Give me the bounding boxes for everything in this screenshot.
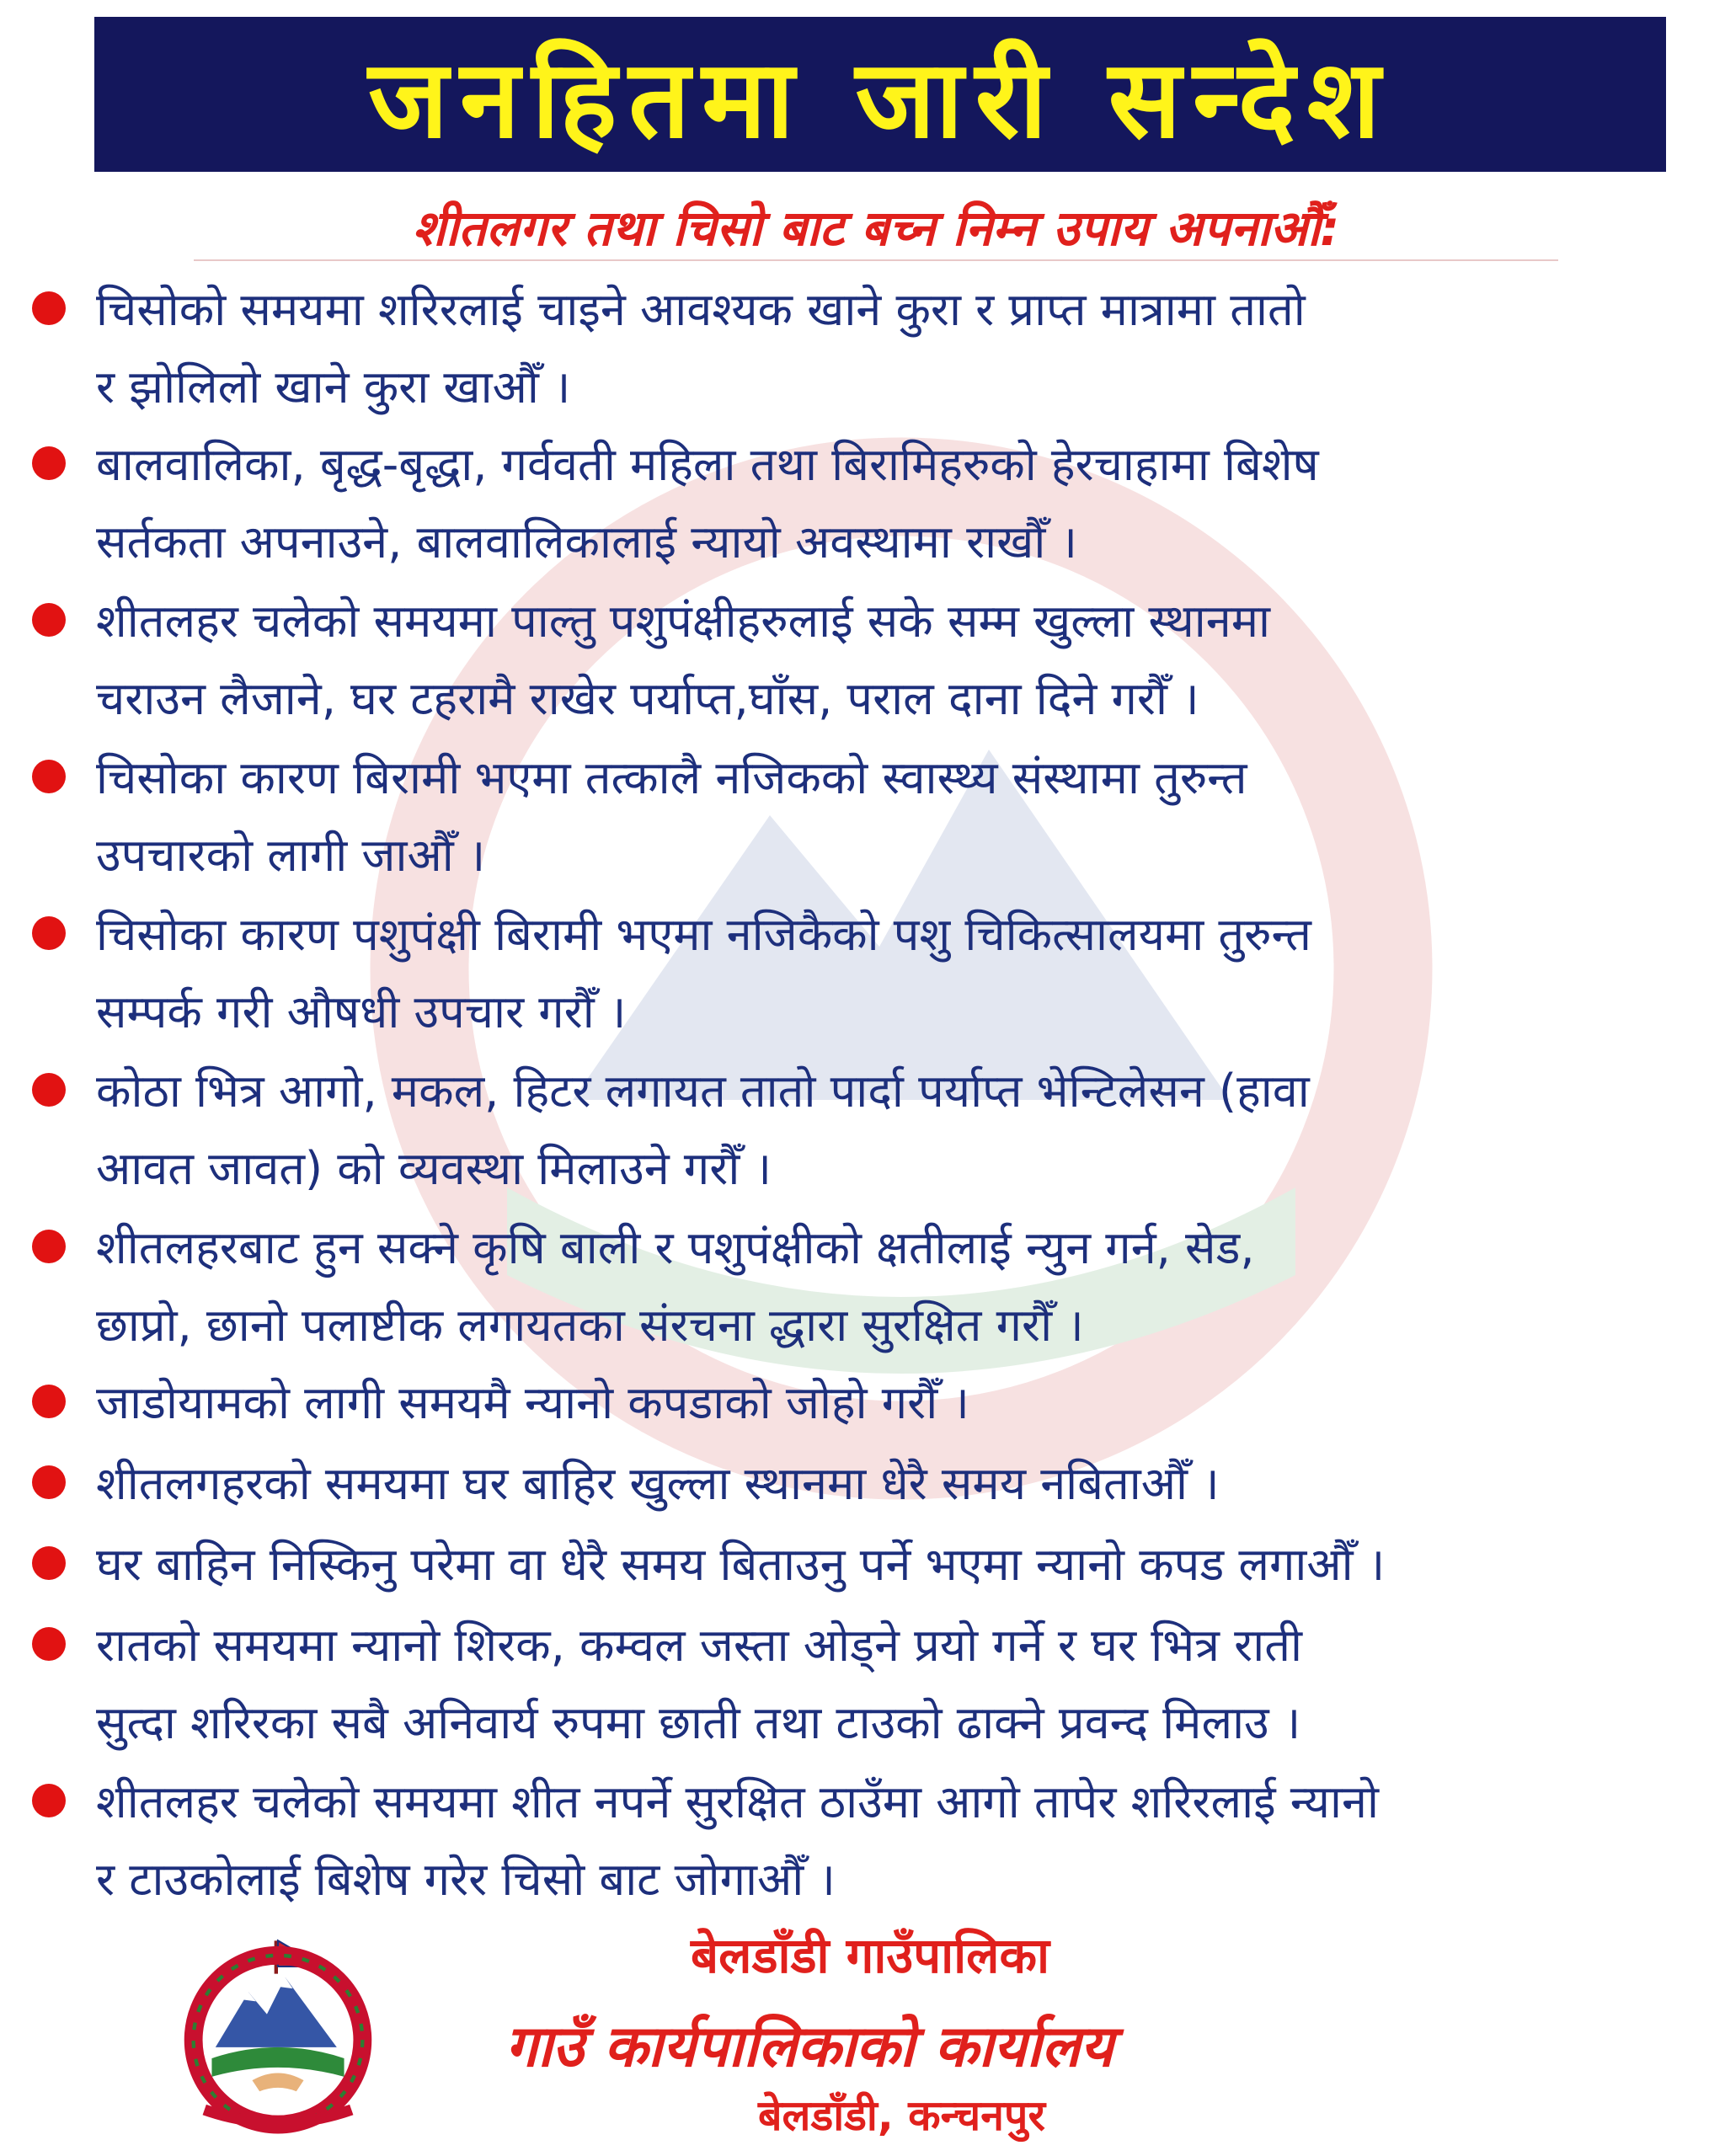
office-address: बेलडाँडी, कन्चनपुर bbox=[758, 2091, 1045, 2140]
page-title: जनहितमा जारी सन्देश bbox=[368, 36, 1392, 163]
list-item-line: उपचारको लागी जाऔँ । bbox=[96, 829, 486, 882]
bullet-dot-icon bbox=[32, 1465, 66, 1499]
bullet-dot-icon bbox=[32, 1385, 66, 1418]
bullet-dot-icon bbox=[32, 1546, 66, 1580]
list-item-line: सम्पर्क गरी औषधी उपचार गरौँ । bbox=[96, 985, 627, 1038]
list-item-line: चराउन लैजाने, घर टहरामै राखेर पर्याप्त,घाँस, पराल दाना दिने गरौँ । bbox=[96, 672, 1199, 725]
page-subtitle: शीतलगर तथा चिसो बाट बच्न निम्न उपाय अपनाऔँ: bbox=[412, 199, 1340, 257]
list-item-line: चिसोका कारण पशुपंक्षी बिरामी भएमा नजिकैको पशु चिकित्सालयमा तुरुन्त bbox=[96, 908, 1311, 961]
bullet-dot-icon bbox=[32, 1230, 66, 1263]
bullet-dot-icon bbox=[32, 1784, 66, 1817]
list-item-line: र झोलिलो खाने कुरा खाऔँ । bbox=[96, 360, 571, 414]
list-item-line: र टाउकोलाई बिशेष गरेर चिसो बाट जोगाऔँ । bbox=[96, 1853, 836, 1906]
bullet-dot-icon bbox=[32, 760, 66, 793]
municipality-name: बेलडाँडी गाउँपालिका bbox=[691, 1927, 1050, 1984]
list-item-line: चिसोको समयमा शरिरलाई चाइने आवश्यक खाने कुरा र प्राप्त मात्रामा तातो bbox=[96, 283, 1306, 336]
list-item-line: जाडोयामको लागी समयमै न्यानो कपडाको जोहो गरौँ । bbox=[96, 1376, 969, 1429]
list-item-line: छाप्रो, छानो पलाष्टीक लगायतका संरचना द्धारा सुरक्षित गरौँ । bbox=[96, 1299, 1084, 1352]
list-item-line: शीतलहरबाट हुन सक्ने कृषि बाली र पशुपंक्षीको क्षतीलाई न्युन गर्न, सेड, bbox=[96, 1221, 1255, 1274]
list-item-line: कोठा भित्र आगो, मकल, हिटर लगायत तातो पार्दा पर्याप्त भेन्टिलेसन (हावा bbox=[96, 1065, 1310, 1118]
list-item-line: शीतलगहरको समयमा घर बाहिर खुल्ला स्थानमा धेरै समय नबिताऔँ । bbox=[96, 1457, 1220, 1510]
bullet-dot-icon bbox=[32, 291, 66, 325]
list-item-line: चिसोका कारण बिरामी भएमा तत्कालै नजिकको स्वास्थ्य संस्थामा तुरुन्त bbox=[96, 751, 1247, 804]
list-item-line: घर बाहिन निस्किनु परेमा वा धेरै समय बिताउनु पर्ने भएमा न्यानो कपड लगाऔँ । bbox=[96, 1538, 1386, 1591]
office-name: गाउँ कार्यपालिकाको कार्यालय bbox=[505, 2014, 1114, 2080]
bullet-dot-icon bbox=[32, 1627, 66, 1661]
bullet-dot-icon bbox=[32, 446, 66, 480]
bullet-dot-icon bbox=[32, 916, 66, 950]
list-item-line: सुत्दा शरिरका सबै अनिवार्य रुपमा छाती तथा टाउको ढाक्ने प्रवन्द मिलाउ । bbox=[96, 1696, 1301, 1749]
subtitle-bar bbox=[194, 192, 1558, 261]
title-banner bbox=[94, 17, 1666, 172]
list-item-line: रातको समयमा न्यानो शिरक, कम्वल जस्ता ओड्ने प्रयो गर्ने र घर भित्र राती bbox=[96, 1619, 1302, 1672]
list-item-line: आवत जावत) को व्यवस्था मिलाउने गरौँ । bbox=[96, 1142, 772, 1195]
bullet-dot-icon bbox=[32, 603, 66, 637]
list-item-line: बालवालिका, बृद्ध-बृद्धा, गर्ववती महिला तथा बिरामिहरुको हेरचाहामा बिशेष bbox=[96, 438, 1319, 491]
list-item-line: सर्तकता अपनाउने, बालवालिकालाई न्यायो अवस्थामा राखौँ । bbox=[96, 515, 1077, 568]
list-item-line: शीतलहर चलेको समयमा पाल्तु पशुपंक्षीहरुलाई सके सम्म खुल्ला स्थानमा bbox=[96, 595, 1271, 648]
list-item-line: शीतलहर चलेको समयमा शीत नपर्ने सुरक्षित ठाउँमा आगो तापेर शरिरलाई न्यानो bbox=[96, 1775, 1379, 1828]
bullet-dot-icon bbox=[32, 1073, 66, 1107]
nepal-government-emblem-icon bbox=[164, 1937, 392, 2139]
